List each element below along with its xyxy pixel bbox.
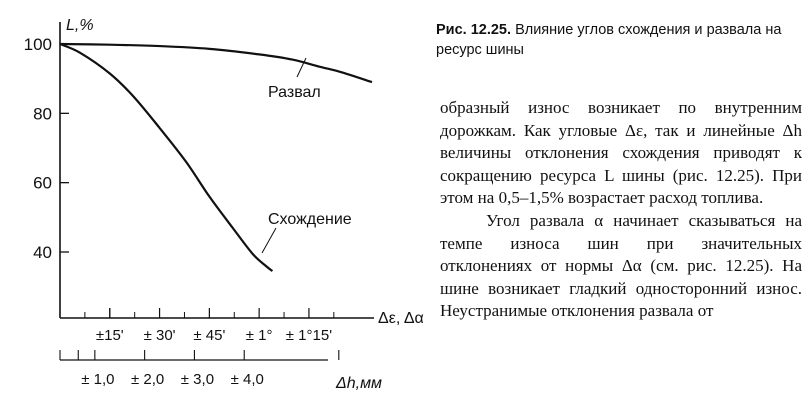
y-tick-label: 80 bbox=[33, 104, 52, 124]
paragraph-2: Угол развала α начинает сказываться на темпе износа шин при значительных отклонениях от нормы Δα (см. рис. 12.25). На шине возникает гладкий односторонний износ. Неустранимые отклонения развала от bbox=[440, 210, 802, 321]
x-linear-axis-label: Δh,мм bbox=[336, 375, 383, 392]
x-angle-tick-label: ± 30' bbox=[143, 327, 176, 344]
series-line-razval bbox=[60, 44, 372, 82]
series-label-razval: Развал bbox=[268, 84, 321, 101]
body-text bbox=[440, 97, 802, 323]
leader-skhozhdenie bbox=[262, 228, 276, 253]
y-axis-label: L,% bbox=[66, 17, 94, 34]
y-tick-label: 40 bbox=[33, 243, 52, 262]
figure-caption bbox=[436, 20, 802, 60]
x-angle-tick-label: ± 1° bbox=[245, 327, 273, 344]
x-angle-axis-label: Δε, Δα bbox=[378, 310, 424, 327]
caption-number: Рис. 12.25. bbox=[436, 22, 512, 38]
x-linear-tick-label: ± 3,0 bbox=[180, 371, 215, 388]
y-tick-label: 60 bbox=[33, 173, 52, 193]
x-linear-tick-label: ± 4,0 bbox=[230, 371, 264, 388]
y-tick-label: 100 bbox=[23, 35, 52, 54]
x-linear-tick-label: ± 1,0 bbox=[81, 371, 115, 388]
x-angle-tick-label: ± 45' bbox=[193, 327, 226, 344]
paragraph-1: образный износ возникает по внутренним дорожкам. Как угловые Δε, так и линейные Δh величины отклонения схождения приводят к сокращению ресурса L шины (рис. 12.25). При этом на 0,5–1,5% возрастает расход топлива. bbox=[440, 98, 802, 208]
series-label-skhozhdenie: Схождение bbox=[268, 211, 352, 228]
caption-text: Влияние углов схождения и развала на ресурс шины bbox=[436, 22, 782, 58]
series-line-skhozhdenie bbox=[60, 44, 272, 271]
x-linear-tick-label: ± 2,0 bbox=[131, 371, 165, 388]
x-angle-tick-label: ± 1°15' bbox=[285, 327, 333, 344]
x-angle-tick-label: ±15' bbox=[95, 327, 124, 344]
